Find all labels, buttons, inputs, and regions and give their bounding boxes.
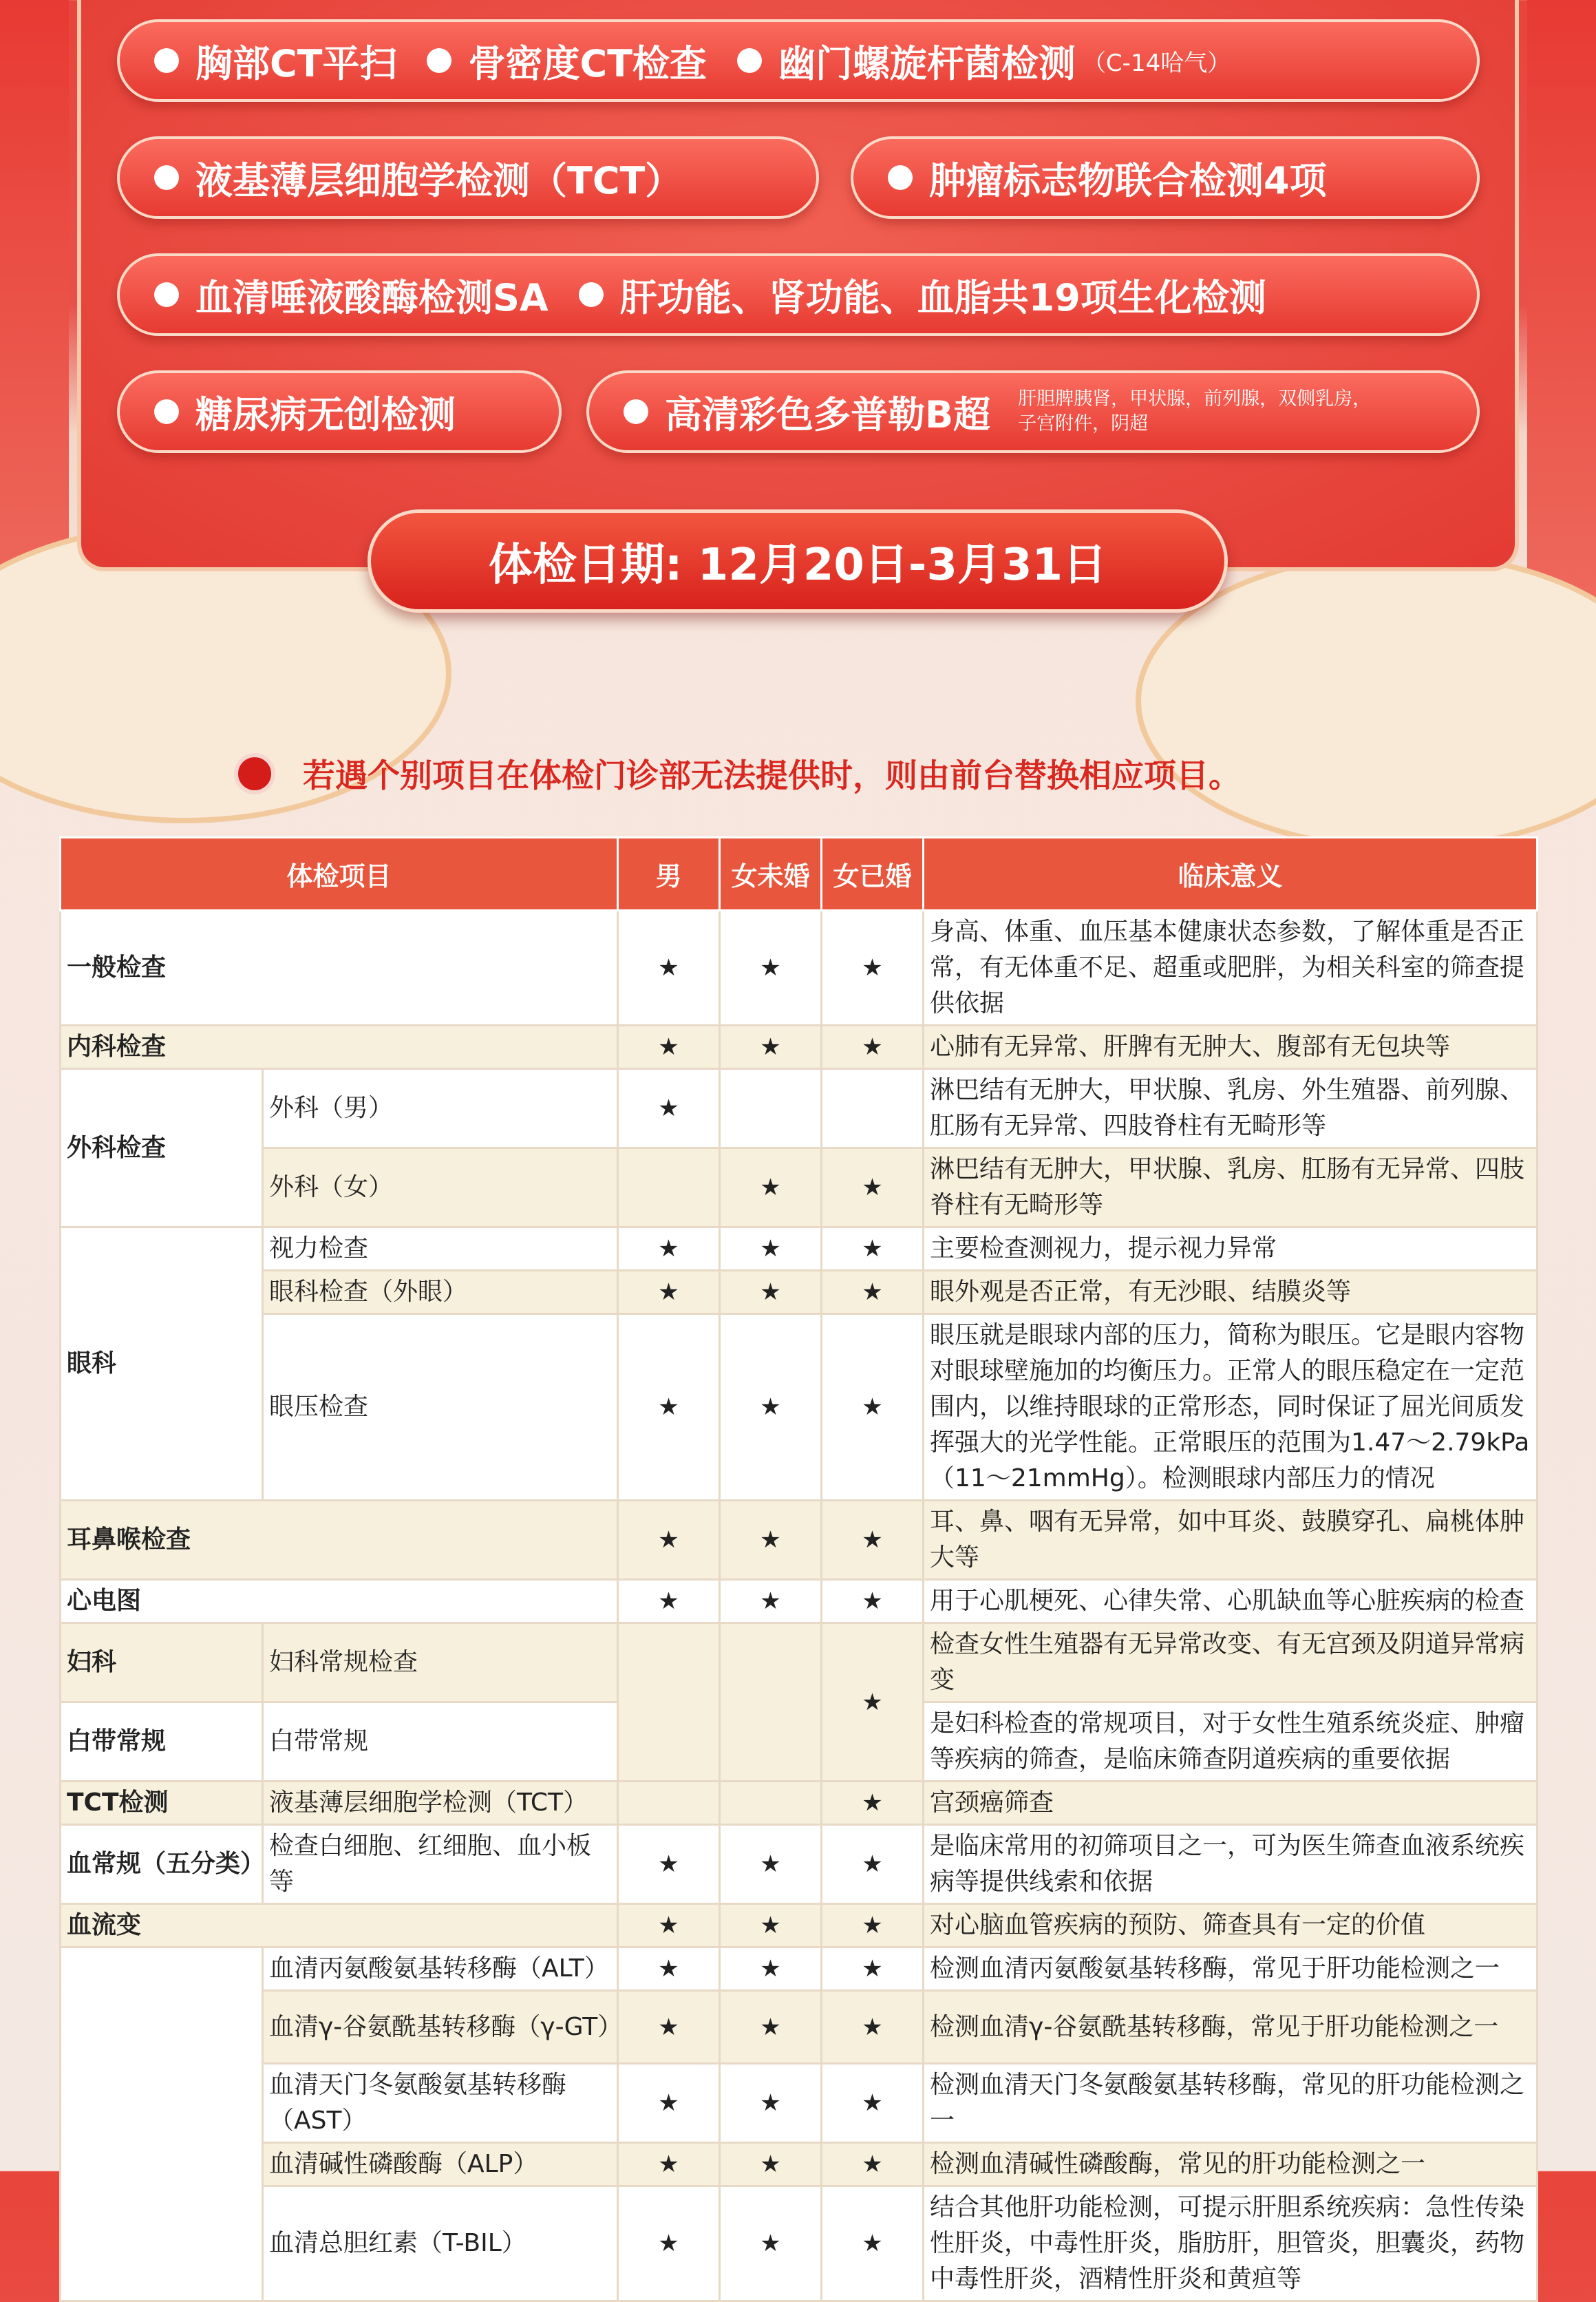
star-mark: ★	[822, 1501, 924, 1580]
star-mark: ★	[822, 1947, 924, 1991]
star-empty	[720, 1782, 822, 1825]
table-row	[61, 1991, 1538, 2064]
row-meaning: 心肺有无异常、肝脾有无肿大、腹部有无包块等	[924, 1026, 1538, 1069]
star-mark: ★	[822, 1271, 924, 1314]
package-pill-tumor	[851, 136, 1480, 219]
row-meaning: 是妇科检查的常规项目，对于女性生殖系统炎症、肿瘤等疾病的筛查，是临床筛查阴道疾病的重要依据	[924, 1702, 1538, 1782]
row-meaning: 眼压就是眼球内部的压力，简称为眼压。它是眼内容物对眼球壁施加的均衡压力。正常人的眼压稳定在一定范围内，以维持眼球的正常形态，同时保证了屈光间质发挥强大的光学性能。正常眼压的范围为1.47～2.79kPa（11～21mmHg）。检测眼球内部压力的情况	[924, 1314, 1538, 1501]
row-meaning: 耳、鼻、咽有无异常，如中耳炎、鼓膜穿孔、扁桃体肿大等	[924, 1501, 1538, 1580]
star-empty	[720, 1623, 822, 1782]
bullet-icon	[579, 282, 604, 307]
star-mark: ★	[618, 1314, 720, 1501]
exam-date-banner: 体检日期: 12月20日-3月31日	[368, 509, 1228, 613]
table-row	[61, 1271, 1538, 1314]
star-mark: ★	[720, 1314, 822, 1501]
exam-items-table	[59, 836, 1538, 2302]
star-mark: ★	[822, 1623, 924, 1782]
row-subitem: 血清丙氨酸氨基转移酶（ALT）	[263, 1947, 618, 1991]
star-mark: ★	[618, 1227, 720, 1271]
row-meaning: 眼外观是否正常，有无沙眼、结膜炎等	[924, 1271, 1538, 1314]
bullet-icon	[737, 48, 762, 73]
row-meaning: 对心脑血管疾病的预防、筛查具有一定的价值	[924, 1904, 1538, 1947]
star-mark: ★	[720, 1580, 822, 1623]
star-mark: ★	[618, 1947, 720, 1991]
row-meaning: 身高、体重、血压基本健康状态参数，了解体重是否正常，有无体重不足、超重或肥胖，为相关科室的筛查提供依据	[924, 911, 1538, 1026]
star-mark: ★	[720, 911, 822, 1026]
star-mark: ★	[618, 1271, 720, 1314]
star-mark: ★	[618, 911, 720, 1026]
col-header-male: 男	[618, 838, 720, 911]
star-mark: ★	[618, 1580, 720, 1623]
item-diabetes: 糖尿病无创检测	[195, 392, 456, 436]
table-row	[61, 1501, 1538, 1580]
row-subitem: 视力检查	[263, 1227, 618, 1271]
row-category: 外科检查	[61, 1069, 263, 1227]
item-biochem: 肝功能、肾功能、血脂共19项生化检测	[619, 275, 1266, 319]
item-tumor-markers: 肿瘤标志物联合检测4项	[929, 158, 1327, 202]
row-category: 白带常规	[61, 1702, 263, 1782]
star-mark: ★	[822, 1904, 924, 1947]
star-mark: ★	[720, 1904, 822, 1947]
row-subitem: 液基薄层细胞学检测（TCT）	[263, 1782, 618, 1825]
row-subitem: 外科（男）	[263, 1069, 618, 1148]
star-mark: ★	[618, 1069, 720, 1148]
star-empty	[618, 1623, 720, 1782]
bullet-icon	[154, 48, 179, 73]
row-category-liver	[61, 1947, 263, 2301]
table-row	[61, 2143, 1538, 2186]
table-row	[61, 2186, 1538, 2301]
star-mark: ★	[720, 1501, 822, 1580]
star-mark: ★	[618, 1991, 720, 2064]
package-pill-diabetes	[117, 370, 562, 453]
left-red-band	[0, 0, 69, 620]
row-meaning: 检查女性生殖器有无异常改变、有无宫颈及阴道异常病变	[924, 1623, 1538, 1702]
item-ultrasound: 高清彩色多普勒B超	[665, 392, 991, 436]
row-category: 眼科	[61, 1227, 263, 1501]
row-meaning: 检测血清γ-谷氨酰基转移酶，常见于肝功能检测之一	[924, 1991, 1538, 2064]
row-meaning: 检测血清碱性磷酸酶，常见的肝功能检测之一	[924, 2143, 1538, 2186]
row-category: 耳鼻喉检查	[61, 1501, 618, 1580]
star-empty	[618, 1148, 720, 1227]
star-mark: ★	[720, 1991, 822, 2064]
row-category: 内科检查	[61, 1026, 618, 1069]
row-subitem: 检查白细胞、红细胞、血小板等	[263, 1825, 618, 1904]
star-mark: ★	[618, 1904, 720, 1947]
row-subitem: 眼科检查（外眼）	[263, 1271, 618, 1314]
col-header-female-married: 女已婚	[822, 838, 924, 911]
table-row	[61, 1947, 1538, 1991]
bullet-icon	[888, 165, 913, 190]
star-mark: ★	[720, 1026, 822, 1069]
bullet-icon	[427, 48, 451, 73]
star-mark: ★	[720, 1271, 822, 1314]
row-subitem: 妇科常规检查	[263, 1623, 618, 1702]
star-mark: ★	[822, 911, 924, 1026]
row-meaning: 主要检查测视力，提示视力异常	[924, 1227, 1538, 1271]
star-mark: ★	[822, 1991, 924, 2064]
table-row	[61, 1314, 1538, 1501]
row-meaning: 用于心肌梗死、心律失常、心肌缺血等心脏疾病的检查	[924, 1580, 1538, 1623]
item-ultrasound-note: 肝胆脾胰肾，甲状腺，前列腺，双侧乳房，子宫附件，阴超	[1018, 388, 1372, 434]
star-mark: ★	[822, 2064, 924, 2143]
row-subitem: 血清γ-谷氨酰基转移酶（γ-GT）	[263, 1991, 618, 2064]
table-row	[61, 1580, 1538, 1623]
row-category: TCT检测	[61, 1782, 263, 1825]
star-mark: ★	[822, 1148, 924, 1227]
package-pill-tct	[117, 136, 819, 219]
right-red-band	[1527, 0, 1596, 620]
star-mark: ★	[618, 1501, 720, 1580]
table-row	[61, 1148, 1538, 1227]
row-meaning: 检测血清丙氨酸氨基转移酶，常见于肝功能检测之一	[924, 1947, 1538, 1991]
item-sa: 血清唾液酸酶检测SA	[195, 275, 549, 319]
item-hp-test: 幽门螺旋杆菌检测	[778, 41, 1076, 85]
table-row	[61, 1825, 1538, 1904]
star-mark: ★	[822, 2186, 924, 2301]
col-header-item: 体检项目	[61, 838, 618, 911]
col-header-female-unmarried: 女未婚	[720, 838, 822, 911]
row-meaning: 宫颈癌筛查	[924, 1782, 1538, 1825]
row-category: 一般检查	[61, 911, 618, 1026]
star-mark: ★	[720, 1825, 822, 1904]
row-meaning: 是临床常用的初筛项目之一，可为医生筛查血液系统疾病等提供线索和依据	[924, 1825, 1538, 1904]
notice-line	[234, 750, 1241, 796]
table-row	[61, 1623, 1538, 1702]
row-subitem: 血清天门冬氨酸氨基转移酶（AST）	[263, 2064, 618, 2143]
bullet-icon	[624, 399, 648, 424]
package-pill-ultrasound	[586, 370, 1480, 453]
star-mark: ★	[822, 1314, 924, 1501]
star-mark: ★	[618, 1026, 720, 1069]
row-subitem: 白带常规	[263, 1702, 618, 1782]
star-mark: ★	[618, 2143, 720, 2186]
star-mark: ★	[720, 2186, 822, 2301]
star-mark: ★	[720, 2143, 822, 2186]
star-empty	[720, 1069, 822, 1148]
row-meaning: 淋巴结有无肿大，甲状腺、乳房、外生殖器、前列腺、肛肠有无异常、四肢脊柱有无畸形等	[924, 1069, 1538, 1148]
table-row	[61, 1069, 1538, 1148]
item-hp-note: （C-14哈气）	[1082, 49, 1231, 77]
col-header-meaning: 临床意义	[924, 838, 1538, 911]
bullet-icon	[154, 282, 179, 307]
row-subitem: 血清总胆红素（T-BIL）	[263, 2186, 618, 2301]
item-tct: 液基薄层细胞学检测（TCT）	[195, 158, 683, 202]
star-mark: ★	[618, 2064, 720, 2143]
row-subitem: 眼压检查	[263, 1314, 618, 1501]
item-chest-ct: 胸部CT平扫	[195, 41, 397, 85]
star-mark: ★	[822, 1026, 924, 1069]
star-empty	[822, 1069, 924, 1148]
star-mark: ★	[822, 1782, 924, 1825]
package-pill-row3	[117, 253, 1480, 336]
star-mark: ★	[822, 1580, 924, 1623]
notice-dot-icon	[234, 753, 275, 794]
star-mark: ★	[822, 1227, 924, 1271]
star-mark: ★	[822, 2143, 924, 2186]
table-row	[61, 1026, 1538, 1069]
row-subitem: 外科（女）	[263, 1148, 618, 1227]
row-category: 妇科	[61, 1623, 263, 1702]
row-meaning: 结合其他肝功能检测，可提示肝胆系统疾病：急性传染性肝炎，中毒性肝炎，脂肪肝，胆管炎，胆囊炎，药物中毒性肝炎，酒精性肝炎和黄疸等	[924, 2186, 1538, 2301]
row-category: 血常规（五分类）	[61, 1825, 263, 1904]
row-category: 血流变	[61, 1904, 618, 1947]
star-mark: ★	[720, 1947, 822, 1991]
table-row	[61, 2064, 1538, 2143]
bullet-icon	[154, 165, 179, 190]
star-mark: ★	[618, 2186, 720, 2301]
star-mark: ★	[720, 1227, 822, 1271]
bullet-icon	[154, 399, 179, 424]
package-pill-row1	[117, 19, 1480, 102]
row-subitem: 血清碱性磷酸酶（ALP）	[263, 2143, 618, 2186]
table-header	[61, 838, 1538, 911]
row-meaning: 检测血清天门冬氨酸氨基转移酶，常见的肝功能检测之一	[924, 2064, 1538, 2143]
table-row	[61, 1782, 1538, 1825]
row-meaning: 淋巴结有无肿大，甲状腺、乳房、肛肠有无异常、四肢脊柱有无畸形等	[924, 1148, 1538, 1227]
star-empty	[618, 1782, 720, 1825]
star-mark: ★	[720, 2064, 822, 2143]
notice-text: 若遇个别项目在体检门诊部无法提供时，则由前台替换相应项目。	[303, 757, 1241, 795]
star-mark: ★	[822, 1825, 924, 1904]
table-row	[61, 911, 1538, 1026]
star-mark: ★	[720, 1148, 822, 1227]
table-row	[61, 1904, 1538, 1947]
row-category: 心电图	[61, 1580, 618, 1623]
item-bone-density: 骨密度CT检查	[468, 41, 707, 85]
table-row	[61, 1227, 1538, 1271]
star-mark: ★	[618, 1825, 720, 1904]
